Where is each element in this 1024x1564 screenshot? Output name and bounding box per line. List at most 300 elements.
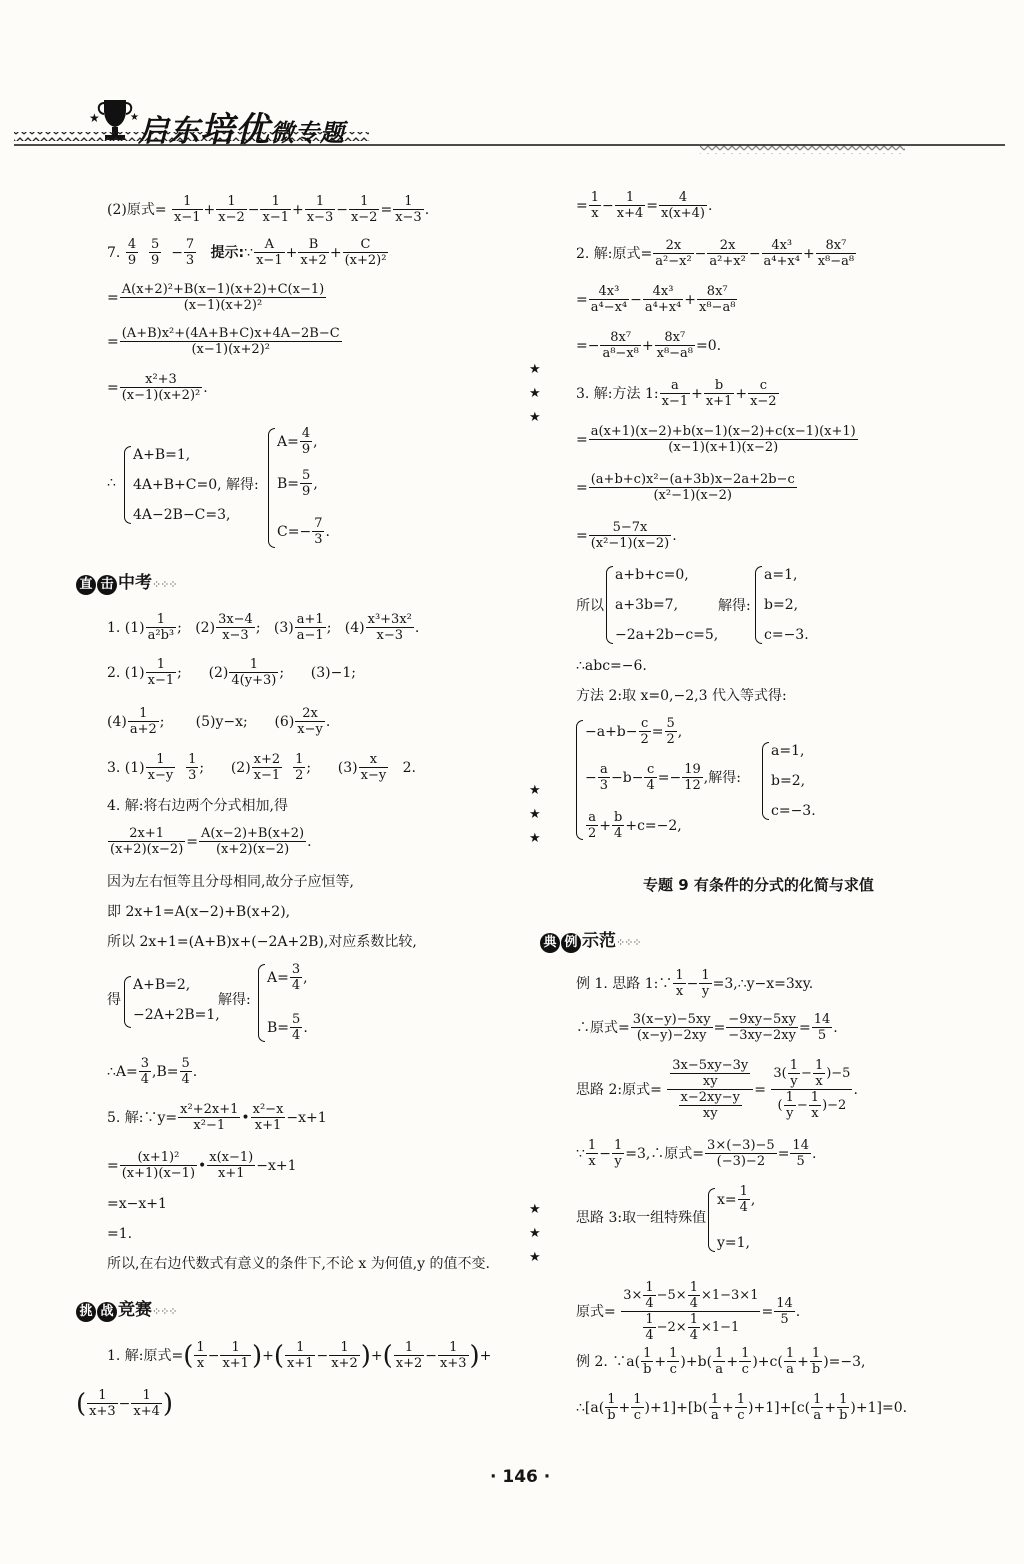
fraction — [298, 237, 329, 268]
num: 1 — [710, 1392, 719, 1407]
den: 3 — [599, 778, 609, 793]
num: 2x — [707, 238, 747, 254]
text: 思路 2:原式= — [576, 1081, 662, 1098]
num: 5 — [292, 1012, 301, 1027]
den: b — [839, 1408, 848, 1423]
num: 3x−4 — [218, 612, 253, 627]
num: 1 — [146, 612, 177, 628]
den: a⁴+x⁴ — [763, 254, 800, 269]
num: 3×(−3)−5 — [707, 1138, 775, 1153]
num: c — [639, 716, 651, 732]
num: 1 — [810, 1090, 820, 1105]
fraction — [586, 1138, 598, 1169]
num: x(x−1) — [209, 1150, 254, 1165]
den: a²+x² — [709, 254, 746, 269]
fraction — [120, 282, 326, 313]
fraction — [790, 1138, 811, 1169]
fraction — [643, 1280, 655, 1311]
complex-bottom — [621, 1312, 760, 1343]
den: x−y — [147, 768, 174, 783]
fraction — [438, 1340, 469, 1371]
text: ∵ — [576, 1145, 585, 1162]
text: (6) — [274, 713, 295, 730]
brand-part-a: 启东 — [138, 114, 200, 149]
fraction — [707, 238, 747, 269]
num: 8x⁷ — [816, 238, 856, 254]
fraction — [639, 716, 651, 747]
fraction — [87, 1388, 118, 1419]
fraction — [784, 1090, 796, 1121]
den: x — [811, 1106, 819, 1121]
fraction — [252, 752, 283, 783]
num: x³+3x² — [367, 612, 412, 627]
heading-char: 挑 — [76, 1302, 96, 1322]
fraction — [653, 238, 693, 269]
exam-q5-line1: 5. 解:∵y= $\frac{\text{x²+2x+1}}{\text{x²−1}}$ • $\frac{\text{x²−x}}{x+1}$ −x+1 — [107, 1102, 327, 1133]
solution-row: A= $\frac{4}{9}$ , — [277, 426, 318, 457]
den: a+2 — [129, 722, 157, 737]
right-line-1: = $\frac{1}{x}$ − $\frac{1}{x+4}$ = $\frac{4}{x(x+4)}$ . — [576, 190, 713, 221]
star-icon: ★ — [529, 1250, 541, 1265]
num: 1 — [196, 1340, 205, 1355]
text: A= — [267, 969, 289, 986]
svg-text:★: ★ — [130, 112, 139, 123]
text: ,解得: — [703, 769, 741, 786]
num: 4 — [301, 426, 311, 441]
den: x+3 — [440, 1356, 467, 1371]
num: 1 — [669, 1346, 678, 1361]
fraction — [131, 1388, 162, 1419]
exam-q4-text: 因为左右恒等且分母相同,故分子应恒等, — [107, 874, 354, 890]
fraction — [713, 1346, 725, 1377]
num: x²−x — [252, 1102, 284, 1117]
num: 1 — [605, 1392, 617, 1408]
fraction — [784, 1346, 796, 1377]
den: c — [741, 1362, 749, 1377]
example-1-line-1: 例 1. 思路 1:∵ $\frac{1}{x}$ − $\frac{1}{y}$ =3,∴y−x=3xy. — [576, 968, 814, 999]
fraction — [837, 1392, 849, 1423]
num: a — [660, 378, 691, 394]
fraction — [735, 1392, 747, 1423]
exam-q4-conclusion: ∴A= $\frac{3}{4}$ ,B= $\frac{5}{4}$ . — [107, 1056, 198, 1087]
equation: a+3b=7, — [615, 597, 679, 613]
den: x−2 — [750, 394, 777, 409]
num: c — [748, 378, 779, 394]
fraction — [589, 520, 672, 551]
fraction — [655, 330, 695, 361]
num: 1 — [675, 968, 684, 983]
text: ∴原式= — [576, 1019, 630, 1036]
fraction — [285, 1340, 316, 1371]
den: 4(y+3) — [231, 673, 277, 688]
den: 4 — [140, 1072, 150, 1087]
fraction — [673, 968, 685, 999]
den: 2 — [666, 732, 675, 747]
left-line-3: = $\frac{\text{A(x+2)²+B(x−1)(x+2)+C(x−1)}}{\text{(x−1)(x+2)²}}$ — [107, 282, 325, 313]
num: 14 — [776, 1296, 793, 1311]
fraction — [598, 762, 610, 793]
text: ,B= — [152, 1063, 179, 1080]
fraction — [612, 1138, 624, 1169]
num: 4 — [127, 237, 137, 252]
dots-decoration: ⁘⁘⁘ — [152, 578, 177, 591]
fraction — [343, 237, 389, 268]
text: 3. (1) — [107, 759, 145, 776]
num: 8x⁷ — [600, 330, 640, 346]
left-brace — [755, 566, 762, 644]
den: a²b³ — [147, 628, 175, 643]
fraction — [300, 468, 312, 499]
den: x⁸−a⁸ — [699, 300, 736, 315]
den: x+1 — [218, 1166, 245, 1181]
fraction — [643, 284, 683, 315]
den: x−1 — [253, 768, 281, 783]
num: 7 — [314, 516, 323, 531]
solution: a=1, — [764, 567, 798, 583]
fraction — [631, 1012, 713, 1043]
num: x — [359, 752, 389, 768]
den: x+1 — [222, 1356, 249, 1371]
section-heading-examples — [540, 926, 641, 953]
num: 19 — [684, 762, 701, 777]
den: a — [710, 1408, 719, 1423]
competition-q1-line2: ( $\frac{1}{x+3}$ − $\frac{1}{x+4}$ ) — [76, 1388, 174, 1419]
fraction — [589, 190, 601, 221]
star-icon: ★ — [529, 386, 541, 401]
den: 3 — [314, 532, 323, 547]
left-line-4: = $\frac{\text{(A+B)x²+(4A+B+C)x+4A−2B−C}}{\text{(x−1)(x+2)²}}$ — [107, 326, 340, 357]
fraction — [126, 237, 138, 268]
exam-q5-conclusion: 所以,在右边代数式有意义的条件下,不论 x 为何值,y 的值不变. — [107, 1256, 490, 1272]
den: (x+2)(x−2) — [215, 842, 290, 857]
text: 7. — [107, 244, 121, 261]
num: −9xy−5xy — [728, 1012, 796, 1027]
text: =3,∴y−x=3xy. — [712, 975, 814, 992]
text: =0. — [696, 337, 722, 354]
num: 14 — [813, 1012, 831, 1027]
den: a²−x² — [655, 254, 692, 269]
solution: b=2, — [764, 597, 799, 613]
fraction — [178, 1102, 240, 1133]
equation: A+B=2, — [133, 977, 191, 993]
den: 2 — [640, 732, 649, 747]
text: )=−3, — [823, 1353, 866, 1370]
text: (5)y−x; — [195, 713, 248, 730]
den: 4 — [292, 1028, 301, 1043]
topic-9-title: 专题 9 有条件的分式的化简与求值 — [643, 876, 874, 894]
num: 1 — [393, 194, 424, 210]
text: ×1−3×1 — [700, 1288, 759, 1303]
den: x+2 — [395, 1356, 423, 1371]
exam-q3: 3. (1) $\frac{1}{x-y}$ $\frac{1}{3}$ ; (2) $\frac{x+2}{x-1}$ $\frac{1}{2}$ ; (3) $\frac{x}{x-y}$ 2. — [107, 752, 416, 783]
fraction — [643, 1312, 655, 1343]
den: x+3 — [89, 1404, 116, 1419]
den: a — [813, 1408, 822, 1423]
den: a⁴+x⁴ — [644, 300, 682, 315]
den: a — [786, 1362, 794, 1377]
heading-text: 竞赛 — [118, 1300, 152, 1320]
text: ∴A= — [107, 1063, 138, 1080]
den: a−1 — [296, 628, 324, 643]
solution: c=−3. — [764, 627, 809, 643]
example-1-line-4: ∵ $\frac{1}{x}$ − $\frac{1}{y}$ =3,∴原式= $\frac{3\times(-3)-5}{(-3)-2}$ = $\frac{14}{5}$ . — [576, 1138, 817, 1169]
complex-bottom — [667, 1090, 753, 1121]
left-line-1: (2)原式= $\frac{1}{x-1}$ + $\frac{1}{x-2}$ − $\frac{1}{x-1}$ + $\frac{1}{x-3}$ − $\frac{1}{x-2}$ = $\frac{1}{x-3}$ . — [107, 194, 430, 225]
fraction — [589, 284, 629, 315]
right-line-5: 3. 解:方法 1: $\frac{a}{x-1}$ + $\frac{b}{x+1}$ + $\frac{c}{x-2}$ — [576, 378, 777, 409]
den: x+2 — [331, 1356, 358, 1371]
den: y — [786, 1106, 794, 1121]
fraction — [704, 378, 735, 409]
text: −a+b− — [585, 723, 638, 740]
den: 4 — [739, 1200, 748, 1215]
complex-fraction — [667, 1058, 753, 1121]
left-brace — [762, 742, 769, 820]
equation: −2a+2b−c=5, — [615, 627, 719, 643]
num: a(x+1)(x−2)+b(x−1)(x−2)+c(x−1)(x+1) — [590, 424, 856, 439]
text: 解得: — [218, 992, 251, 1008]
complex-bottom: ( $\frac{1}{y}$ − $\frac{1}{x}$ )−2 — [777, 1090, 847, 1121]
fraction — [762, 238, 802, 269]
num: 1 — [590, 190, 600, 205]
fraction — [709, 1392, 721, 1423]
fraction — [120, 372, 203, 403]
text: )+b( — [680, 1353, 713, 1370]
num: 1 — [633, 1392, 642, 1407]
den: a — [715, 1362, 724, 1377]
fraction — [682, 762, 703, 793]
den: x+2 — [300, 253, 327, 268]
right-line-6: = $\frac{a(x+1)(x-2)+b(x-1)(x-2)+c(x-1)(x+1)}{(x-1)(x+1)(x-2)}$ — [576, 424, 856, 455]
text: B= — [277, 475, 300, 492]
text: 得 — [107, 992, 121, 1008]
heading-char: 例 — [561, 933, 581, 953]
num: a+1 — [296, 612, 324, 627]
den: x−1 — [661, 394, 689, 409]
den: (x+2)(x−2) — [110, 842, 184, 857]
fraction — [349, 194, 380, 225]
den: b — [607, 1408, 616, 1423]
star-icon: ★ — [529, 1226, 541, 1241]
num: 1 — [128, 706, 159, 722]
text: =− — [657, 769, 682, 786]
text: 3. 解:方法 1: — [576, 385, 659, 402]
den: 5 — [817, 1028, 827, 1043]
num: 1 — [131, 1388, 162, 1404]
den: 9 — [151, 253, 160, 268]
text: 解得: — [718, 598, 751, 614]
den: 9 — [301, 442, 311, 457]
fraction — [359, 752, 389, 783]
num: 1 — [641, 1346, 653, 1362]
fraction — [641, 1346, 653, 1377]
fraction — [670, 1058, 750, 1089]
equation: 4A−2B−C=3, — [133, 507, 231, 523]
equation-row: −a+b− $\frac{c}{2}$ = $\frac{5}{2}$ , — [585, 716, 683, 747]
den: x−3 — [306, 210, 334, 225]
num: x+2 — [253, 752, 281, 767]
num: 4x³ — [762, 238, 802, 254]
den: −3xy−2xy — [728, 1028, 796, 1043]
star-icon: ★ — [529, 807, 541, 822]
text: (3) — [337, 759, 358, 776]
fraction — [811, 1392, 823, 1423]
exam-q2: 2. (1) $\frac{1}{x-1}$ ; (2) $\frac{1}{4(y+3)}$ ; (3)−1; — [107, 657, 356, 688]
text: 2. (1) — [107, 664, 145, 681]
num: 1 — [349, 194, 380, 210]
den: c — [633, 1408, 642, 1423]
num: x²+2x+1 — [180, 1102, 239, 1117]
heading-char: 直 — [76, 575, 96, 595]
num: 1 — [741, 1346, 750, 1361]
den: x−1 — [262, 210, 289, 225]
star-icon: ★ — [529, 783, 541, 798]
den: 4 — [645, 1296, 654, 1311]
solution: y=1, — [717, 1235, 750, 1251]
fraction — [705, 1138, 777, 1169]
dots-decoration: ⁘⁘⁘ — [152, 1305, 177, 1318]
den: y — [790, 1074, 798, 1089]
num: 4x³ — [589, 284, 629, 300]
exam-q2b: (4) $\frac{1}{a+2}$ ; (5)y−x; (6) $\frac{2x}{x-y}$ . — [107, 706, 331, 737]
text: 解得: — [226, 477, 259, 493]
fraction — [810, 1346, 822, 1377]
solution-row: C=− $\frac{7}{3}$ . — [277, 516, 330, 547]
complex-top: 3( $\frac{1}{y}$ − $\frac{1}{x}$ )−5 — [773, 1058, 851, 1089]
fraction — [146, 612, 177, 643]
star-icon: ★ — [529, 1202, 541, 1217]
den: 3 — [185, 253, 195, 268]
text: )+c( — [752, 1353, 783, 1370]
den: x²−1 — [193, 1118, 226, 1133]
num: (A+B)x²+(4A+B+C)x+4A−2B−C — [121, 326, 340, 341]
den: (x−1)(x+2)² — [191, 342, 270, 357]
fraction — [146, 752, 176, 783]
num: 1 — [645, 1312, 654, 1327]
den: 4 — [645, 1328, 654, 1343]
den: xy — [702, 1106, 718, 1121]
den: (x+1)(x−1) — [121, 1166, 196, 1181]
competition-q1-line1: 1. 解:原式=( $\frac{1}{x}$ − $\frac{1}{x+1}$ )+( $\frac{1}{x+1}$ − $\frac{1}{x+2}$ )+( $\frac{1}{x+2}$ − $\frac{1}{x+3}$ )+ — [107, 1340, 492, 1371]
fraction — [738, 1184, 750, 1215]
num: 1 — [789, 1058, 799, 1073]
right-line-3: = $\frac{\text{4x³}}{\text{a⁴−x⁴}}$ − $\frac{\text{4x³}}{\text{a⁴+x⁴}}$ + $\frac{\text{8x⁷}}{\text{x⁸−a⁸}}$ — [576, 284, 736, 315]
num: 1 — [172, 194, 203, 210]
num: 1 — [587, 1138, 597, 1153]
left-brace — [708, 1188, 715, 1252]
num: 1 — [329, 1340, 360, 1356]
fraction — [589, 424, 858, 455]
num: 4x³ — [643, 284, 683, 300]
fraction — [120, 326, 342, 357]
example-1-line-5: 思路 3:取一组特殊值 — [576, 1210, 707, 1226]
text: )+1]+[b( — [644, 1399, 708, 1416]
num: 1 — [837, 1392, 849, 1408]
fraction — [394, 1340, 425, 1371]
num: 1 — [814, 1058, 824, 1073]
den: x⁸−a⁸ — [656, 346, 694, 361]
num: 2x+1 — [108, 826, 185, 842]
num: 1 — [188, 752, 197, 767]
fraction — [290, 1012, 302, 1043]
num: B — [298, 237, 329, 253]
den: (−3)−2 — [716, 1154, 766, 1169]
fraction — [207, 1150, 255, 1181]
exam-q1: 1. (1) $\frac{1}{\text{a²b³}}$ ; (2) $\frac{3x-4}{x-3}$ ; (3) $\frac{a+1}{a-1}$ ; (4) $\frac{\text{x³+3x²}}{x-3}$ . — [107, 612, 420, 643]
den: c — [669, 1362, 677, 1377]
fraction — [216, 612, 255, 643]
text: −2× — [656, 1320, 687, 1335]
fraction — [295, 612, 326, 643]
num: 1 — [701, 968, 710, 983]
den: 4 — [181, 1072, 190, 1087]
num: 1 — [260, 194, 291, 210]
heading-text: 示范 — [582, 931, 616, 951]
den: x⁸−a⁸ — [817, 254, 855, 269]
den: (x²−1)(x−2) — [590, 536, 670, 551]
text: 3( — [773, 1066, 787, 1081]
svg-text:★: ★ — [89, 111, 100, 125]
den: x — [815, 1074, 823, 1089]
den: x−y — [297, 722, 323, 737]
fraction — [329, 1340, 360, 1371]
num: x²+3 — [120, 372, 203, 388]
equation-row — [585, 810, 682, 841]
left-brace — [606, 566, 613, 644]
num: (x+1)² — [120, 1150, 197, 1166]
num: 4 — [659, 190, 707, 206]
fraction — [631, 1392, 643, 1423]
den: (x+2)² — [344, 253, 387, 268]
den: x — [675, 984, 684, 999]
page-number: · 146 · — [490, 1467, 551, 1487]
right-line-8: = $\frac{5-7x}{\text{(x²−1)(x−2)}}$ . — [576, 520, 677, 551]
text: 例 2. ∵a( — [576, 1353, 641, 1370]
text: )−5 — [826, 1066, 851, 1081]
num: 1 — [689, 1280, 698, 1295]
equation-row — [585, 762, 741, 793]
fraction — [290, 962, 302, 993]
den: (x²−1)(x−2) — [653, 488, 732, 503]
num: 5−7x — [589, 520, 672, 536]
fraction — [809, 1090, 821, 1121]
example-2-line-2: ∴[a( $\frac{1}{b}$ + $\frac{1}{c}$ )+1]+[b( $\frac{1}{a}$ + $\frac{1}{c}$ )+1]+[c( $\frac{1}{a}$ + $\frac{1}{b}$ )+1]=0. — [576, 1392, 908, 1423]
text: +c=−2, — [625, 817, 682, 834]
fraction — [216, 194, 247, 225]
exam-q5-line2: = $\frac{\text{(x+1)²}}{(x+1)(x-1)}$ • $\frac{x(x-1)}{x+1}$ −x+1 — [107, 1150, 297, 1181]
den: x(x+4) — [660, 206, 705, 221]
num: 14 — [792, 1138, 809, 1153]
brand-part-b: 培优 — [200, 110, 270, 150]
text: )+1]+[c( — [748, 1399, 811, 1416]
num: 1 — [615, 190, 646, 206]
text: 2. — [402, 759, 416, 776]
fraction — [679, 1090, 742, 1121]
right-line-10: 方法 2:取 x=0,−2,3 代入等式得: — [576, 688, 787, 704]
text: 1. 解:原式= — [107, 1347, 184, 1364]
num: a — [598, 762, 610, 778]
text: −5× — [656, 1288, 687, 1303]
fraction — [600, 330, 640, 361]
num: 1 — [736, 1392, 746, 1407]
den: 2 — [588, 826, 597, 841]
text: )−2 — [822, 1098, 847, 1113]
num: 5 — [181, 1056, 190, 1071]
num: 1 — [739, 1184, 748, 1199]
num: 3 — [291, 962, 301, 977]
text: (2)原式= — [107, 201, 167, 218]
num: 1 — [715, 1346, 724, 1361]
